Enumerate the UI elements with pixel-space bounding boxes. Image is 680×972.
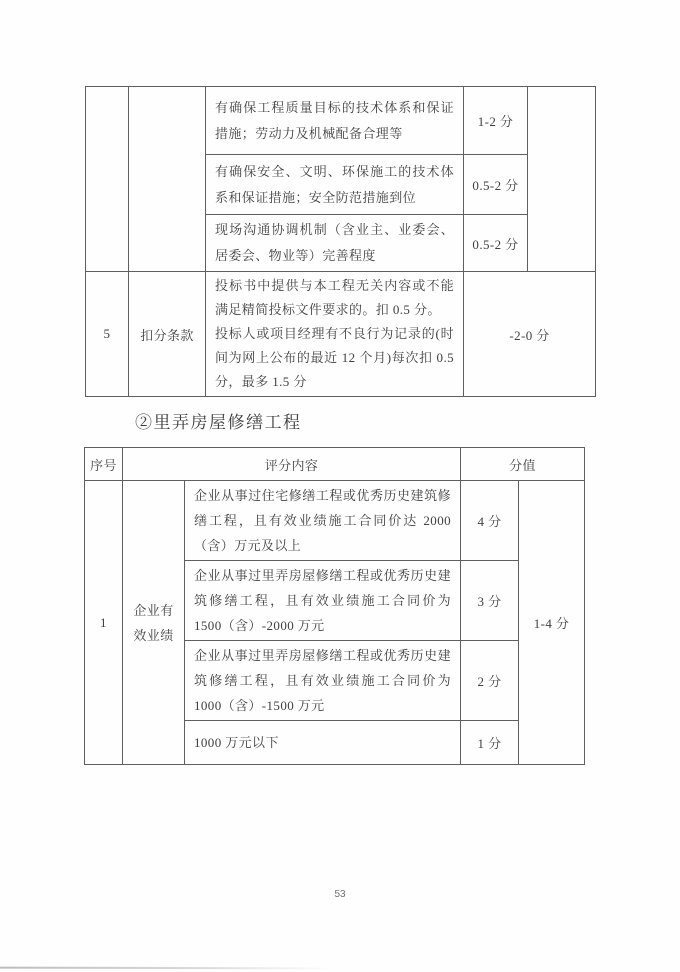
header-content: 评分内容 bbox=[123, 448, 461, 481]
scan-edge-artifact bbox=[0, 967, 330, 970]
table-row bbox=[86, 87, 596, 155]
header-row bbox=[85, 448, 585, 481]
page-number: 53 bbox=[334, 889, 346, 900]
criteria-cell: 有确保安全、文明、环保施工的技术体系和保证措施；安全防范措施到位 bbox=[206, 155, 464, 215]
row-index-cell: 1 bbox=[85, 481, 123, 765]
score-cell: 3 分 bbox=[461, 561, 519, 641]
deduction-row bbox=[86, 272, 596, 397]
category-cell: 扣分条款 bbox=[129, 272, 206, 397]
score-cell: 0.5-2 分 bbox=[464, 155, 528, 215]
score-cell: 1 分 bbox=[461, 721, 519, 765]
score-cell: 0.5-2 分 bbox=[464, 215, 528, 272]
table-row bbox=[85, 481, 585, 561]
criteria-cell: 企业从事过住宅修缮工程或优秀历史建筑修缮工程，且有效业绩施工合同价达 2000（含）万元及以上 bbox=[185, 481, 461, 561]
empty-category-cell bbox=[129, 87, 206, 272]
criteria-cell: 企业从事过里弄房屋修缮工程或优秀历史建筑修缮工程，且有效业绩施工合同价为 1500（含）-2000 万元 bbox=[185, 561, 461, 641]
criteria-cell: 1000 万元以下 bbox=[185, 721, 461, 765]
score-cell: -2-0 分 bbox=[464, 272, 596, 397]
evaluation-table-continued bbox=[85, 86, 596, 397]
criteria-cell: 企业从事过里弄房屋修缮工程或优秀历史建筑修缮工程，且有效业绩施工合同价为 1000（含）-1500 万元 bbox=[185, 641, 461, 721]
deduction-paragraph-1: 投标书中提供与本工程无关内容或不能满足精简投标文件要求的。扣 0.5 分。 bbox=[215, 278, 454, 317]
lilong-repair-table bbox=[84, 447, 585, 765]
criteria-cell: 现场沟通协调机制（含业主、业委会、居委会、物业等）完善程度 bbox=[206, 215, 464, 272]
category-cell: 企业有效业绩 bbox=[123, 481, 185, 765]
row-index-cell: 5 bbox=[86, 272, 129, 397]
section-heading: ②里弄房屋修缮工程 bbox=[135, 413, 302, 432]
score-cell: 4 分 bbox=[461, 481, 519, 561]
deduction-paragraph-2: 投标人或项目经理有不良行为记录的(时间为网上公布的最近 12 个月)每次扣 0.5 分，最多 1.5 分 bbox=[215, 326, 454, 389]
total-score-cell: 1-4 分 bbox=[519, 481, 585, 765]
header-score: 分值 bbox=[461, 448, 585, 481]
criteria-cell bbox=[206, 272, 464, 397]
criteria-cell: 有确保工程质量目标的技术体系和保证措施；劳动力及机械配备合理等 bbox=[206, 87, 464, 155]
score-cell: 2 分 bbox=[461, 641, 519, 721]
empty-index-cell bbox=[86, 87, 129, 272]
score-cell: 1-2 分 bbox=[464, 87, 528, 155]
empty-total-cell bbox=[528, 87, 596, 272]
header-index: 序号 bbox=[85, 448, 123, 481]
